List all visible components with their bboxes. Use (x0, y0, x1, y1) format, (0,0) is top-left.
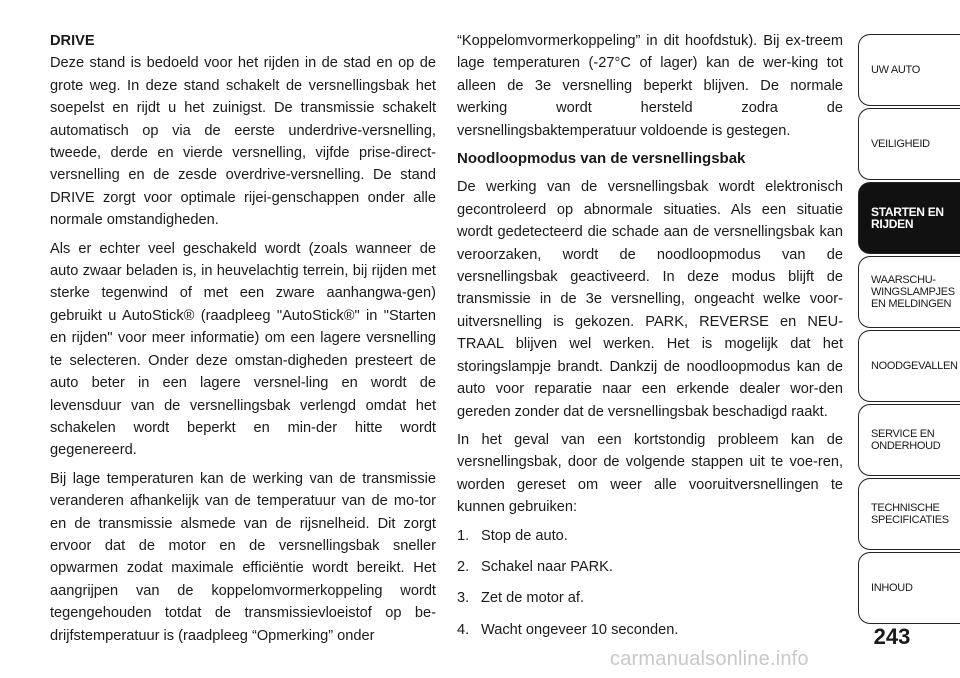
tab-label: SERVICE EN ONDERHOUD (871, 428, 941, 452)
list-item (457, 619, 843, 641)
step-number: 2. (457, 558, 470, 575)
steps-list (457, 525, 843, 642)
list-item (457, 587, 843, 609)
tab-service-en-onderhoud[interactable] (858, 404, 960, 476)
step-text: Zet de motor af. (481, 590, 585, 607)
tab-label: VEILIGHEID (871, 138, 930, 150)
tab-label: INHOUD (871, 582, 913, 594)
paragraph: Bij lage temperaturen kan de werking van de transmissie veranderen afhankelijk van de temperatuur van de mo-tor en de transmissie alsmede van de rijsnelheid. Dit zorgt ervoor dat de motor en de versnellingsbak sneller opwarmen zodat maximale efficiëntie wordt bereikt. Het aangrijpen van de koppelomvormerkoppeling wordt tegengehouden totdat de transmissievloeistof op be-drijfstemperatuur is (raadpleeg “Opmerking” onder (50, 470, 436, 644)
list-item (457, 556, 843, 578)
tab-waarschuwingslampjes[interactable] (858, 256, 960, 328)
section-heading-noodloopmodus: Noodloopmodus van de versnellingsbak (457, 150, 746, 168)
step-number: 3. (457, 590, 470, 607)
step-number: 4. (457, 621, 470, 638)
tab-label: WAARSCHU- WINGSLAMPJES EN MELDINGEN (871, 274, 955, 310)
step-text: Stop de auto. (481, 527, 568, 544)
tab-inhoud[interactable] (858, 552, 960, 624)
section-heading-drive: DRIVE (50, 33, 95, 49)
tab-uw-auto[interactable] (858, 34, 960, 106)
watermark: carmanualsonline.info (610, 648, 809, 670)
step-number: 1. (457, 527, 470, 544)
chapter-tabs (858, 0, 960, 678)
step-text: Schakel naar PARK. (481, 558, 613, 575)
paragraph: De werking van de versnellingsbak wordt elektronisch gecontroleerd op abnormale situaties. Als een situatie wordt gedetecteerd die schade aan de versnellingsbak kan veroorzaken, wordt de noodloopmodus van de versnellingsbak geactiveerd. In deze modus blijft de transmissie in de 3e versnelling, ongeacht welke voor-uitversnelling is gekozen. PARK, REVERSE en NEU-TRAAL blijven wel werken. Het is mogelijk dat het storingslampje brandt. Dankzij de noodloopmodus kan de auto voor reparatie naar een erkende dealer wor-den gereden zonder dat de versnellingsbak beschadigd raakt. (457, 179, 843, 420)
left-column (50, 30, 436, 653)
tab-label: UW AUTO (871, 64, 921, 76)
tab-technische-specificaties[interactable] (858, 478, 960, 550)
tab-label: NOODGEVALLEN (871, 360, 958, 372)
tab-veiligheid[interactable] (858, 108, 960, 180)
step-text: Wacht ongeveer 10 seconden. (481, 621, 679, 638)
page-number: 243 (873, 624, 911, 649)
paragraph: “Koppelomvormerkoppeling” in dit hoofdstuk). Bij ex-treem lage temperaturen (-27°C of lager) kan de wer-king tot alleen de 3e versnelling beperkt blijven. De normale werking wordt hersteld zodra de versnellingsbaktemperatuur voldoende is gestegen. (457, 33, 843, 139)
tab-noodgevallen[interactable] (858, 330, 960, 402)
right-column (457, 30, 843, 650)
tab-starten-en-rijden[interactable] (858, 182, 960, 254)
tab-label: TECHNISCHE SPECIFICATIES (871, 502, 949, 526)
tab-label: STARTEN EN RIJDEN (871, 205, 944, 231)
list-item (457, 525, 843, 547)
paragraph: In het geval van een kortstondig probleem kan de versnellingsbak, door de volgende stappen uit te voe-ren, worden gereset om weer alle vooruitversnellingen te kunnen gebruiken: (457, 431, 843, 516)
paragraph: Als er echter veel geschakeld wordt (zoals wanneer de auto zwaar beladen is, in heuvelachtig terrein, bij rijden met sterke tegenwind of met een zware aanhangwa-gen) gebruikt u AutoStick® (raadpleeg "AutoStick®" in "Starten en rijden" voor meer informatie) om een lagere versnelling te selecteren. Onder deze omstan-digheden presteert de auto beter in een lagere versnel-ling en wordt de levensduur van de versnellingsbak verlengd omdat het schakelen wordt beperkt en min-der hitte wordt gegenereerd. (50, 240, 436, 459)
paragraph: Deze stand is bedoeld voor het rijden in de stad en op de grote weg. In deze stand schakelt de versnellingsbak het soepelst en rijdt u het zuinigst. De transmissie schakelt automatisch op via de eerste underdrive-versnelling, tweede, derde en vierde versnelling, vijfde prise-direct-versnelling en de zesde overdrive-versnelling. De stand DRIVE zorgt voor optimale rijei-genschappen onder alle normale omstandigheden. (50, 55, 436, 229)
